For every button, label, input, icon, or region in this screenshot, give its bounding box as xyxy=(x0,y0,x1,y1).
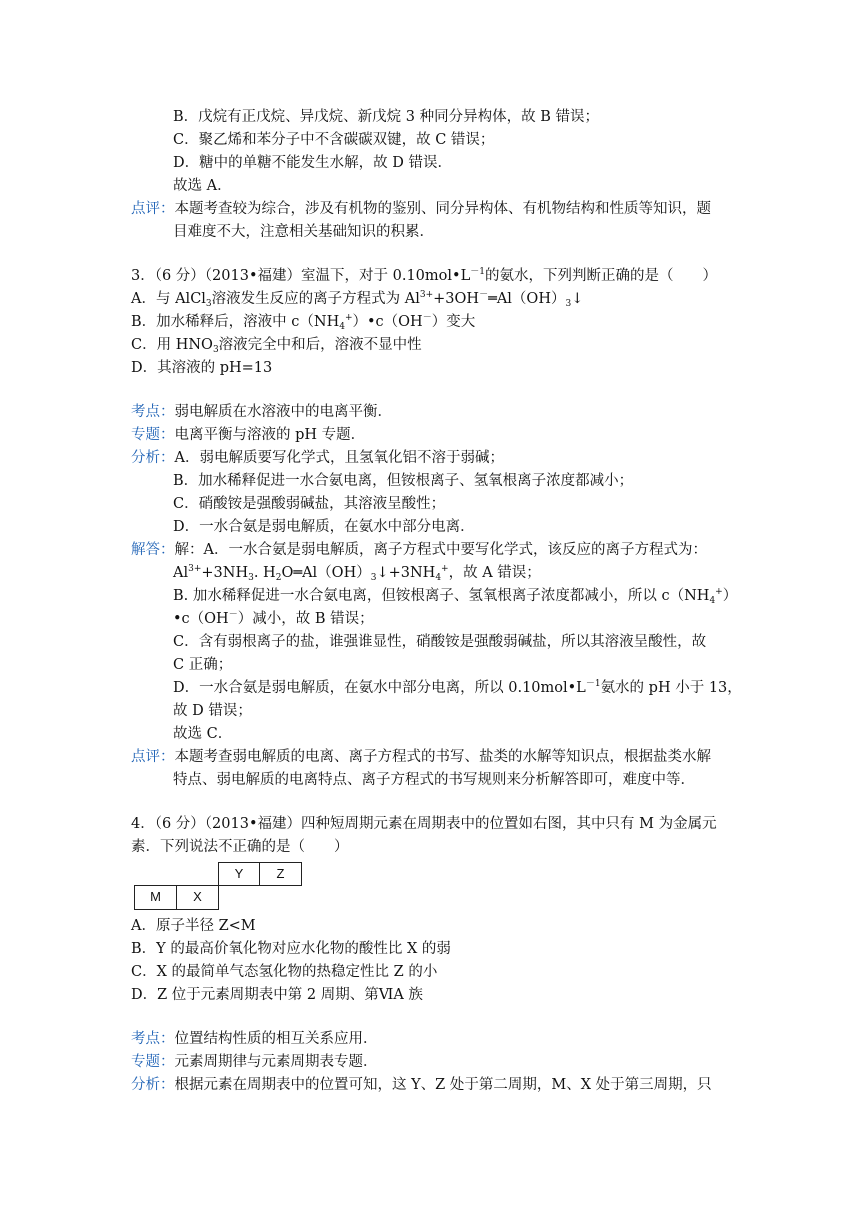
superscript: － xyxy=(422,313,432,323)
q3-jieda-c2: C 正确； xyxy=(173,657,233,673)
eq-text: +3NH xyxy=(201,565,249,581)
q4-stem-cont: 素．下列说法不正确的是（ ） xyxy=(131,839,349,855)
subscript: 3 xyxy=(565,299,572,309)
q3-option-d: D．其溶液的 pH=13 xyxy=(131,360,273,376)
q3-kaodian xyxy=(131,402,392,422)
subscript: 4 xyxy=(339,322,345,332)
eq-text: Al xyxy=(173,565,189,581)
q3-dianping xyxy=(131,747,711,767)
subscript: 4 xyxy=(435,573,442,583)
jieda-text: 解：A．一水合氨是弱电解质，离子方程式中要写化学式，该反应的离子方程式为： xyxy=(174,542,707,558)
q3-choice: 故选 C． xyxy=(173,726,233,742)
q3-jieda-b2 xyxy=(173,609,374,629)
q3-fenxi-b: B．加水稀释促进一水合氨电离，但铵根离子、氢氧根离子浓度都减小； xyxy=(173,473,634,489)
jieda-text: ） xyxy=(722,588,738,604)
kaodian-text: 位置结构性质的相互关系应用． xyxy=(174,1031,378,1047)
cell-z: Z xyxy=(259,862,302,886)
subscript: 4 xyxy=(709,596,716,606)
q3-zhuanti xyxy=(131,425,365,445)
option-text: 溶液完全中和后，溶液不显中性 xyxy=(218,337,422,353)
option-text: ）•c（OH xyxy=(352,314,423,330)
superscript: － xyxy=(479,290,489,300)
subscript: 2 xyxy=(275,573,282,583)
periodic-table-fragment xyxy=(134,862,302,910)
q2-option-b: B．戊烷有正戊烷、异戊烷、新戊烷 3 种同分异构体，故 B 错误； xyxy=(173,109,599,125)
q3-jieda-eq xyxy=(173,563,541,583)
q3-dianping-cont: 特点、弱电解质的电离特点、离子方程式的书写规则来分析解答即可，难度中等． xyxy=(173,772,695,788)
superscript: + xyxy=(715,587,723,597)
q3-fenxi xyxy=(131,448,504,468)
option-text: ↓ xyxy=(571,291,584,307)
subscript: 3 xyxy=(205,299,212,309)
fenxi-label: 分析： xyxy=(131,450,175,466)
q4-stem: 4．（6 分）（2013•福建）四种短周期元素在周期表中的位置如右图，其中只有 M 为金属元 xyxy=(131,816,717,832)
q3-option-b xyxy=(131,312,475,332)
subscript: 3 xyxy=(370,573,377,583)
q4-zhuanti xyxy=(131,1052,378,1072)
zhuanti-label: 专题： xyxy=(131,427,175,443)
cell-y: Y xyxy=(218,862,260,886)
q2-option-c: C．聚乙烯和苯分子中不含碳碳双键，故 C 错误； xyxy=(173,132,495,148)
eq-text: ↓+3NH xyxy=(376,565,436,581)
q4-fenxi xyxy=(131,1075,712,1095)
dianping-text: 本题考查弱电解质的电离、离子方程式的书写、盐类的水解等知识点，根据盐类水解 xyxy=(174,749,711,765)
q3-jieda-c: C．含有弱根离子的盐，谁强谁显性，硝酸铵是强酸弱碱盐，所以其溶液呈酸性，故 xyxy=(173,634,707,650)
option-text: C．用 HNO xyxy=(131,337,213,353)
q3-fenxi-c: C．硝酸铵是强酸弱碱盐，其溶液呈酸性； xyxy=(173,496,446,512)
q3-option-c xyxy=(131,335,422,355)
fenxi-text: 根据元素在周期表中的位置可知，这 Y、Z 处于第二周期，M、X 处于第三周期，只 xyxy=(174,1077,712,1093)
q3-jieda-d2: 故 D 错误； xyxy=(173,703,252,719)
stem-text: 的氨水，下列判断正确的是（ ） xyxy=(484,268,717,284)
q4-option-d: D．Z 位于元素周期表中第 2 周期、第ⅥA 族 xyxy=(131,987,423,1003)
option-text: ）变大 xyxy=(431,314,476,330)
q3-jieda xyxy=(131,540,707,560)
jieda-text: •c（OH xyxy=(173,611,229,627)
q3-jieda-d xyxy=(173,678,742,698)
option-text: ═Al（OH） xyxy=(488,291,566,307)
option-text: 溶液发生反应的离子方程式为 Al xyxy=(211,291,420,307)
q3-fenxi-d: D．一水合氨是弱电解质，在氨水中部分电离． xyxy=(173,519,475,535)
q3-option-a xyxy=(131,289,583,309)
q3-stem xyxy=(131,266,717,286)
subscript: 3 xyxy=(248,573,254,583)
q2-choice: 故选 A． xyxy=(173,178,232,194)
cell-m: M xyxy=(134,885,177,910)
stem-text: 3．（6 分）（2013•福建）室温下，对于 0.10mol•L xyxy=(131,268,471,284)
eq-text: . H xyxy=(253,565,276,581)
fenxi-text: A．弱电解质要写化学式，且氢氧化铝不溶于弱碱； xyxy=(174,450,504,466)
zhuanti-label: 专题： xyxy=(131,1054,175,1070)
jieda-text: 氨水的 pH 小于 13， xyxy=(600,680,742,696)
superscript: －1 xyxy=(470,267,485,277)
superscript: － xyxy=(228,610,238,620)
q4-option-c: C．X 的最简单气态氢化物的热稳定性比 Z 的小 xyxy=(131,964,438,980)
superscript: 3+ xyxy=(419,290,434,300)
cell-x: X xyxy=(176,885,219,910)
q3-jieda-b xyxy=(173,586,737,606)
q2-option-d: D．糖中的单糖不能发生水解，故 D 错误． xyxy=(173,155,452,171)
zhuanti-text: 元素周期律与元素周期表专题． xyxy=(174,1054,378,1070)
dianping-label: 点评： xyxy=(131,749,175,765)
zhuanti-text: 电离平衡与溶液的 pH 专题． xyxy=(174,427,366,443)
jieda-label: 解答： xyxy=(131,542,175,558)
q2-comment xyxy=(131,199,711,219)
option-text: B．加水稀释后，溶液中 c（NH xyxy=(131,314,340,330)
kaodian-label: 考点： xyxy=(131,404,175,420)
jieda-text: D．一水合氨是弱电解质，在氨水中部分电离，所以 0.10mol•L xyxy=(173,680,586,696)
superscript: + xyxy=(441,564,449,574)
q4-option-b: B．Y 的最高价氧化物对应水化物的酸性比 X 的弱 xyxy=(131,941,451,957)
kaodian-label: 考点： xyxy=(131,1031,175,1047)
option-text: A．与 AlCl xyxy=(131,291,206,307)
subscript: 3 xyxy=(212,345,219,355)
jieda-text: ）减小，故 B 错误； xyxy=(237,611,374,627)
option-text: +3OH xyxy=(433,291,480,307)
superscript: + xyxy=(344,313,353,323)
eq-text: O═Al（OH） xyxy=(281,565,371,581)
q4-kaodian xyxy=(131,1029,378,1049)
q2-comment-cont: 目难度不大，注意相关基础知识的积累． xyxy=(173,224,434,240)
superscript: －1 xyxy=(585,679,601,689)
fenxi-label: 分析： xyxy=(131,1077,175,1093)
kaodian-text: 弱电解质在水溶液中的电离平衡． xyxy=(174,404,392,420)
superscript: 3+ xyxy=(188,564,202,574)
comment-text: 本题考查较为综合，涉及有机物的鉴别、同分异构体、有机物结构和性质等知识，题 xyxy=(174,201,711,217)
jieda-text: B. 加水稀释促进一水合氨电离，但铵根离子、氢氧根离子浓度都减小，所以 c（NH xyxy=(173,588,710,604)
eq-text: ，故 A 错误； xyxy=(448,565,541,581)
comment-label: 点评： xyxy=(131,201,175,217)
q4-option-a: A．原子半径 Z<M xyxy=(131,918,256,934)
